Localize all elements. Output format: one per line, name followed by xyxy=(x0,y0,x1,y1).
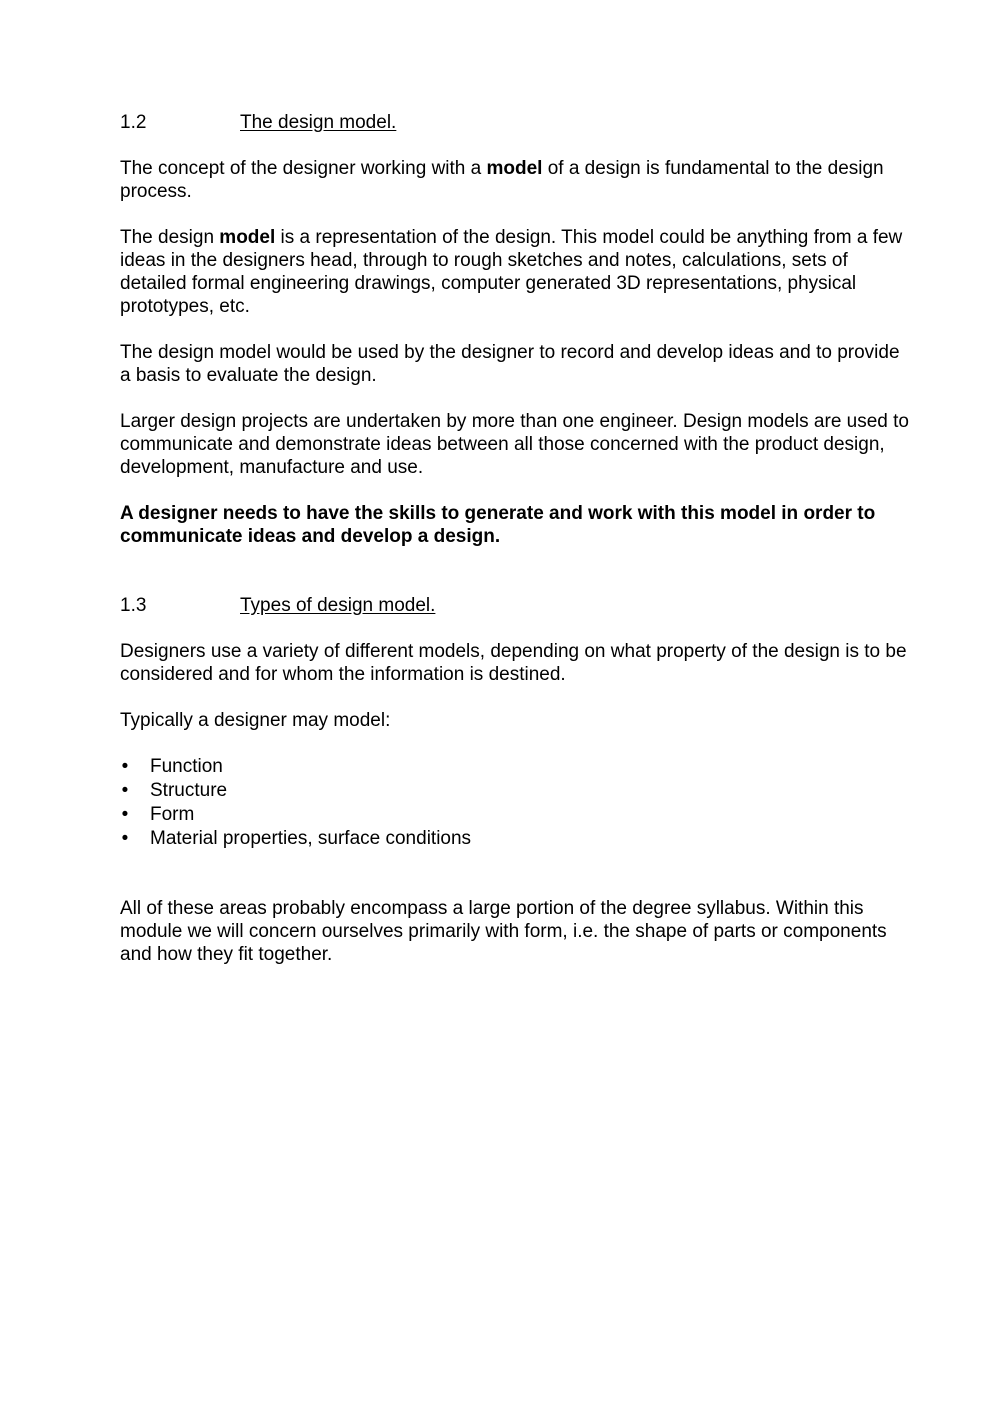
text-run: is a representation of the design. This model could be anything from a few ideas in the designers head, through to rough sketches and notes, calculations, sets of detailed formal engineering drawings, computer generated 3D representations, physical prototypes, etc. xyxy=(120,227,903,317)
bold-text: A designer needs to have the skills to generate and work with this model in order to communicate ideas and develop a design. xyxy=(120,503,876,547)
text-run: The concept of the designer working with a xyxy=(120,158,487,179)
section-number: 1.2 xyxy=(120,112,147,133)
list-item xyxy=(120,827,910,851)
paragraph: Designers use a variety of different models, depending on what property of the design is to be considered and for whom the information is destined. xyxy=(120,641,907,685)
bullet-icon: • xyxy=(121,780,129,801)
list-item xyxy=(120,755,910,779)
bold-paragraph xyxy=(120,502,910,548)
section-heading-1-3 xyxy=(120,594,435,617)
bold-term: model xyxy=(486,158,543,179)
list-item-text: Material properties, surface conditions xyxy=(150,828,472,849)
bold-term: model xyxy=(219,227,276,248)
section-number: 1.3 xyxy=(120,595,147,616)
bullet-list xyxy=(120,755,910,851)
list-item-text: Structure xyxy=(150,780,228,801)
paragraph: All of these areas probably encompass a large portion of the degree syllabus. Within this module we will concern ourselves primarily with form, i.e. the shape of parts or components and how they fit together. xyxy=(120,898,887,965)
bullet-icon: • xyxy=(121,756,129,777)
list-item xyxy=(120,779,910,803)
section-heading-1-2 xyxy=(120,111,396,134)
paragraph xyxy=(120,157,910,203)
section-title: The design model. xyxy=(240,112,397,133)
bullet-icon: • xyxy=(121,804,129,825)
text-run: of a design is fundamental to the design process. xyxy=(120,158,884,202)
text-run: The design xyxy=(120,227,220,248)
list-item-text: Function xyxy=(150,756,223,777)
paragraph: Larger design projects are undertaken by more than one engineer. Design models are used to communicate and demonstrate ideas between all those concerned with the product design, development, manufacture and use. xyxy=(120,411,909,478)
paragraph: Typically a designer may model: xyxy=(120,710,391,731)
paragraph: The design model would be used by the designer to record and develop ideas and to provide a basis to evaluate the design. xyxy=(120,342,900,386)
bullet-icon: • xyxy=(121,828,129,849)
paragraph xyxy=(120,226,910,318)
section-title: Types of design model. xyxy=(240,595,436,616)
list-item xyxy=(120,803,910,827)
document-page xyxy=(120,111,910,966)
list-item-text: Form xyxy=(150,804,195,825)
